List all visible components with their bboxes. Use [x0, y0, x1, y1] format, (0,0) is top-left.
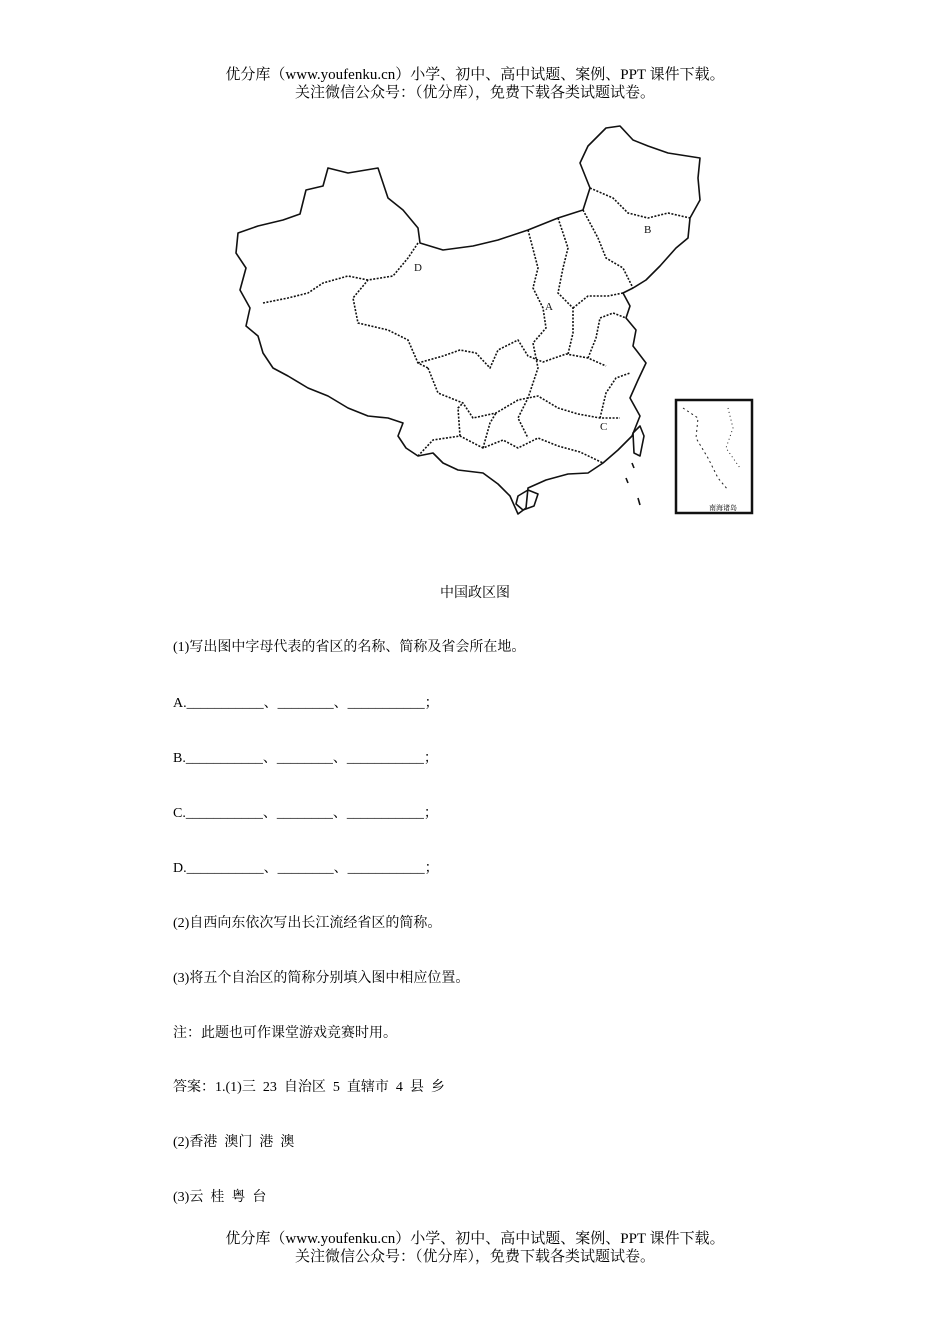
province-line [263, 276, 368, 303]
map-label-a: A [545, 301, 553, 313]
province-line [483, 413, 496, 448]
header-line-1: 优分库（www.youfenku.cn）小学、初中、高中试题、案例、PPT 课件下载。 [225, 67, 725, 83]
province-line [588, 313, 626, 358]
map-label-c: C [600, 421, 608, 433]
province-line [418, 340, 606, 368]
question-1: (1)写出图中字母代表的省区的名称、简称及省会所在地。 [173, 640, 526, 655]
china-map [228, 118, 760, 522]
page-footer [0, 1230, 950, 1266]
answer-blank-a: A.___________、________、___________； [173, 696, 439, 711]
province-line [583, 210, 633, 288]
answer-blank-d: D.___________、________、___________； [173, 861, 439, 876]
answer-3: (3)云 桂 粤 台 [173, 1190, 267, 1205]
inset-label: 南海诸岛 [709, 504, 737, 512]
province-line [573, 293, 623, 308]
footer-line-2: 关注微信公众号：（优分库），免费下载各类试题试卷。 [294, 1249, 655, 1265]
province-line [600, 373, 630, 418]
note: 注：此题也可作课堂游戏竞赛时用。 [173, 1026, 397, 1041]
answer-1: 答案：1.(1)三 23 自治区 5 直辖市 4 县 乡 [173, 1080, 445, 1095]
header-line-2: 关注微信公众号：（优分库），免费下载各类试题试卷。 [294, 85, 655, 101]
answer-blank-c: C.___________、________、___________； [173, 806, 438, 821]
province-line [418, 436, 603, 463]
province-line [518, 230, 546, 438]
province-line [590, 188, 690, 218]
page-header [0, 66, 950, 102]
province-line [558, 218, 573, 354]
province-line [458, 403, 463, 436]
map-label-d: D [414, 262, 422, 274]
south-china-sea-inset [676, 400, 752, 513]
china-map-svg [228, 118, 760, 522]
province-line [428, 368, 620, 418]
question-3: (3)将五个自治区的简称分别填入图中相应位置。 [173, 971, 470, 986]
map-caption: 中国政区图 [440, 586, 510, 601]
footer-line-1: 优分库（www.youfenku.cn）小学、初中、高中试题、案例、PPT 课件下载。 [225, 1231, 725, 1247]
answer-2: (2)香港 澳门 港 澳 [173, 1135, 295, 1150]
taiwan-island [633, 426, 644, 456]
china-outline [236, 126, 700, 514]
map-label-b: B [644, 224, 652, 236]
island-dot [626, 463, 640, 505]
answer-blank-b: B.___________、________、___________； [173, 751, 438, 766]
question-2: (2)自西向东依次写出长江流经省区的简称。 [173, 916, 442, 931]
